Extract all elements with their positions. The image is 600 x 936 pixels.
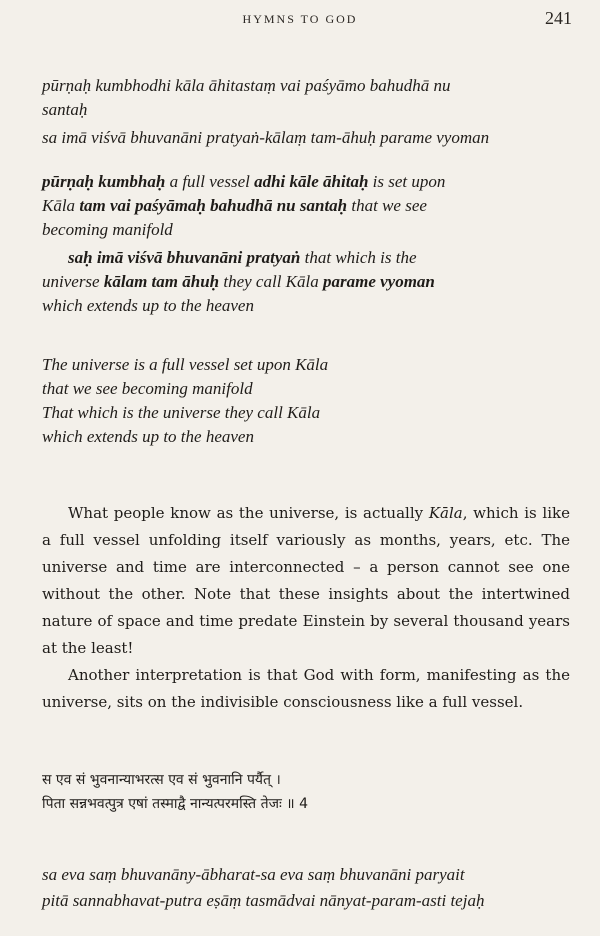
meaning-text: Kāla <box>42 196 80 215</box>
verse-4-devanagari <box>42 768 570 816</box>
kala-term: Kāla <box>428 504 463 522</box>
translation-line: that we see becoming manifold <box>42 379 253 398</box>
commentary-paragraph <box>42 500 570 662</box>
verse-line: pūrṇaḥ kumbhodhi kāla āhitastaṃ vai paśyāmo bahudhā nu <box>42 76 451 95</box>
commentary-paragraph: Another interpretation is that God with form, manifesting as the universe, sits on the indivisible consciousness like a full vessel. <box>42 666 570 711</box>
meaning-line <box>42 218 570 242</box>
meaning-text: is set upon <box>368 172 446 191</box>
sanskrit-term: parame vyoman <box>322 272 435 291</box>
sanskrit-term: kālam tam āhuḥ <box>103 272 220 291</box>
meaning-text: universe <box>42 272 104 291</box>
meaning-line <box>42 246 570 270</box>
verse-line: santaḥ <box>42 100 88 119</box>
meaning-text: that we see <box>347 196 427 215</box>
transliteration-line: sa eva saṃ bhuvanāny-ābharat-sa eva saṃ bhuvanāni paryait <box>42 865 465 884</box>
verse-transliteration <box>42 74 570 150</box>
translation-line: The universe is a full vessel set upon Kāla <box>42 355 329 374</box>
translation-line: which extends up to the heaven <box>42 427 254 446</box>
meaning-line <box>42 194 570 218</box>
transliteration-line: pitā sannabhavat-putra eṣāṃ tasmādvai nānyat-param-asti tejaḥ <box>42 891 485 910</box>
devanagari-line: पिता सन्नभवत्पुत्र एषां तस्माद्वै नान्यत्परमस्ति तेजः ॥ 4 <box>42 796 308 812</box>
sanskrit-term: saḥ imā viśvā bhuvanāni pratyaṅ <box>68 248 301 267</box>
meaning-line <box>42 270 570 294</box>
meaning-text: that which is the <box>300 248 417 267</box>
commentary-text: , which is like a full vessel unfolding itself variously as months, years, etc. The universe and time are interconnected – a person cannot see one without the other. Note that these insights about the intertwined nature of space and time predate Einstein by several thousand years at the least! <box>42 504 570 657</box>
meaning-text: a full vessel <box>165 172 255 191</box>
running-head: HYMNS TO GOD <box>242 12 358 26</box>
commentary <box>42 500 570 716</box>
sanskrit-term: pūrṇaḥ kumbhaḥ <box>42 172 166 191</box>
sanskrit-term: tam vai paśyāmaḥ bahudhā nu santaḥ <box>79 196 348 215</box>
meaning-text: which extends up to the heaven <box>42 296 254 315</box>
devanagari-line: स एव सं भुवनान्याभरत्स एव सं भुवनानि पर्यैत् । <box>42 772 281 788</box>
meaning-text: they call Kāla <box>219 272 323 291</box>
page-number: 241 <box>545 8 572 28</box>
sanskrit-term: adhi kāle āhitaḥ <box>254 172 369 191</box>
word-meanings <box>42 170 570 318</box>
commentary-text: What people know as the universe, is actually <box>68 504 429 522</box>
translation <box>42 353 570 449</box>
meaning-line <box>42 170 570 194</box>
verse-4-transliteration <box>42 862 570 914</box>
verse-line: sa imā viśvā bhuvanāni pratyaṅ-kālaṃ tam-āhuḥ parame vyoman <box>42 128 490 147</box>
translation-line: That which is the universe they call Kāla <box>42 403 321 422</box>
meaning-line <box>42 294 570 318</box>
meaning-text: becoming manifold <box>42 220 173 239</box>
